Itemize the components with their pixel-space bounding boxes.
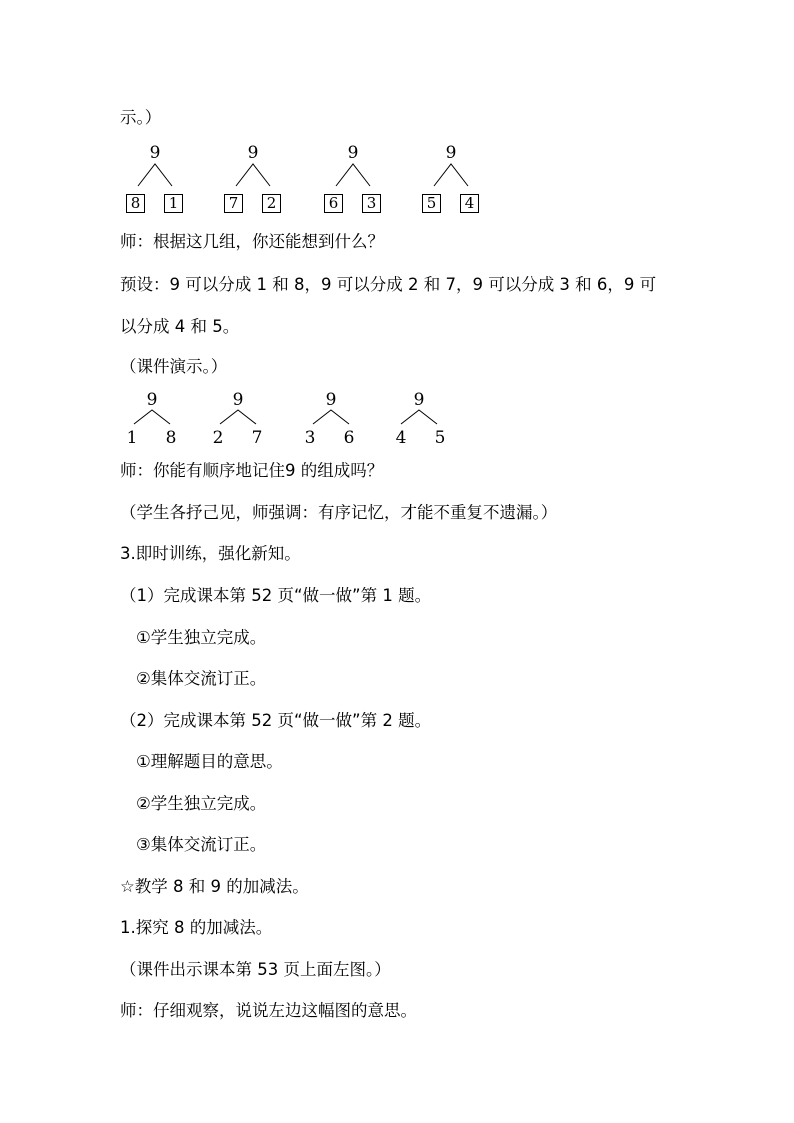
text-line: 师：你能有顺序地记住9 的组成吗？ xyxy=(120,461,384,480)
split-box: 3 xyxy=(362,194,381,213)
split-part: 4 xyxy=(395,428,407,448)
text-line: 1.探究 8 的加减法。 xyxy=(120,918,273,937)
text-line: ②学生独立完成。 xyxy=(136,794,267,813)
text-line: 师：根据这几组，你还能想到什么？ xyxy=(120,232,384,251)
text-line: （2）完成课本第 52 页“做一做”第 2 题。 xyxy=(120,711,432,730)
text-line: ①学生独立完成。 xyxy=(136,628,267,647)
split-part: 3 xyxy=(304,428,316,448)
split-box: 5 xyxy=(422,194,441,213)
split-total: 9 xyxy=(146,390,158,410)
split-part: 6 xyxy=(343,428,355,448)
text-line: ③集体交流订正。 xyxy=(136,835,267,854)
split-total: 9 xyxy=(347,143,359,163)
split-box: 6 xyxy=(324,194,343,213)
split-box: 8 xyxy=(126,194,145,213)
text-line: （课件出示课本第 53 页上面左图。） xyxy=(120,960,391,979)
split-total: 9 xyxy=(325,390,337,410)
text-line: ①理解题目的意思。 xyxy=(136,752,283,771)
text-line: 预设：9 可以分成 1 和 8，9 可以分成 2 和 7，9 可以分成 3 和 6，9 可 xyxy=(120,275,657,294)
split-part: 5 xyxy=(434,428,446,448)
text-line: 3.即时训练，强化新知。 xyxy=(120,544,301,563)
text-line: 师：仔细观察，说说左边这幅图的意思。 xyxy=(120,1001,417,1020)
split-part: 7 xyxy=(251,428,263,448)
split-part: 2 xyxy=(212,428,224,448)
split-box: 4 xyxy=(460,194,479,213)
split-part: 8 xyxy=(165,428,177,448)
split-total: 9 xyxy=(232,390,244,410)
split-part: 1 xyxy=(126,428,138,448)
text-line: 以分成 4 和 5。 xyxy=(120,317,240,336)
text-line: ☆教学 8 和 9 的加减法。 xyxy=(120,877,309,896)
text-line: （课件演示。） xyxy=(120,357,228,376)
split-total: 9 xyxy=(413,390,425,410)
split-box: 7 xyxy=(224,194,243,213)
text-line: 示。） xyxy=(120,108,162,127)
split-total: 9 xyxy=(149,143,161,163)
split-box: 1 xyxy=(164,194,183,213)
split-total: 9 xyxy=(445,143,457,163)
split-total: 9 xyxy=(247,143,259,163)
text-line: ②集体交流订正。 xyxy=(136,669,267,688)
split-box: 2 xyxy=(262,194,281,213)
text-line: （1）完成课本第 52 页“做一做”第 1 题。 xyxy=(120,586,432,605)
text-line: （学生各抒己见，师强调：有序记忆，才能不重复不遗漏。） xyxy=(120,503,558,522)
